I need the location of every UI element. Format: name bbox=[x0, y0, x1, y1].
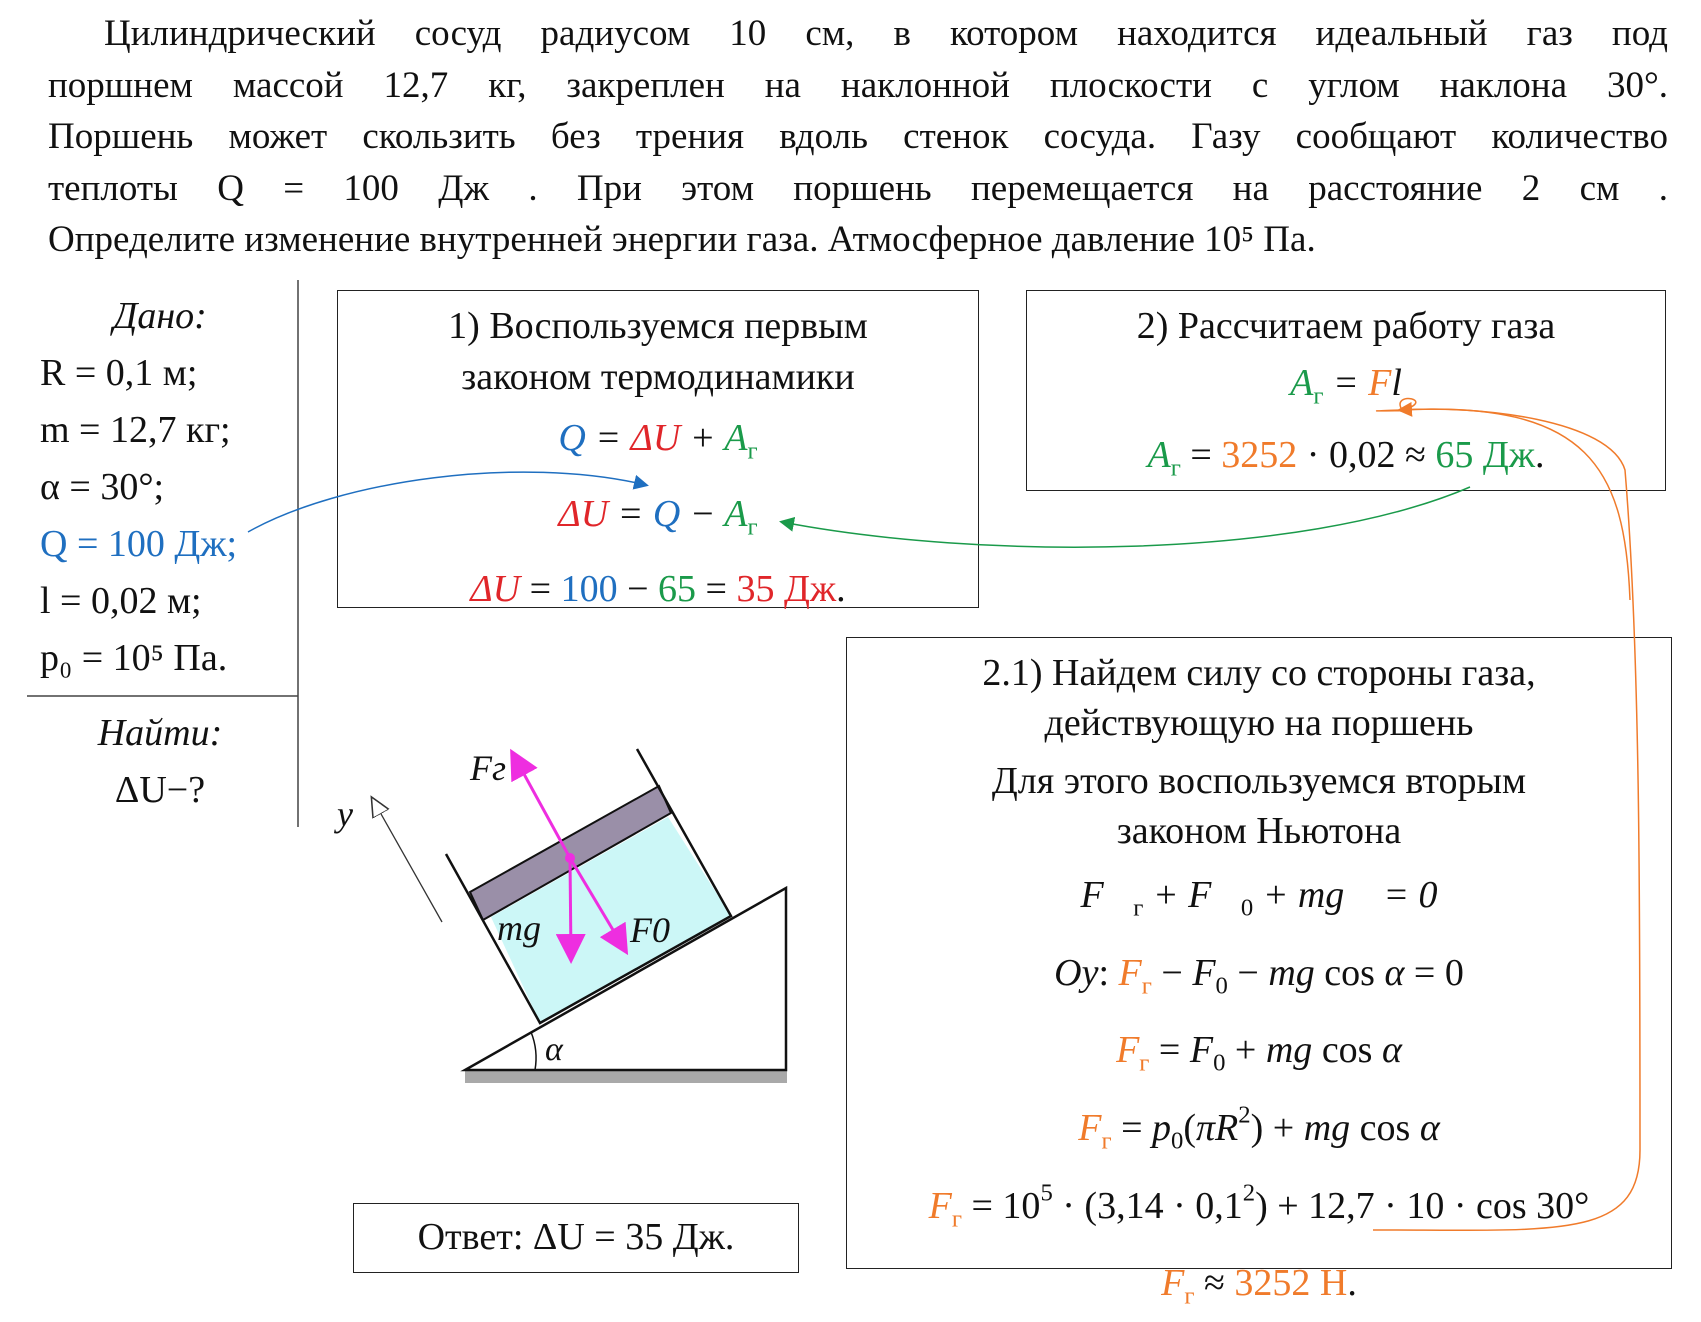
label-force-atm: F0 bbox=[630, 910, 670, 950]
given-angle: α = 30°; bbox=[40, 466, 165, 508]
label-alpha: α bbox=[545, 1031, 563, 1068]
step21-eq6: $F_г \approx 3252$ Н. bbox=[1161, 1262, 1357, 1310]
find-heading: Найти: bbox=[97, 712, 223, 754]
given-radius: R = 0,1 м; bbox=[40, 352, 198, 394]
problem-line-2: поршнем массой 12,7 кг, закреплен на наклонной плоскости с углом наклона 30°. bbox=[48, 64, 1668, 106]
label-force-gas: Fг bbox=[470, 748, 507, 788]
find-target: ΔU−? bbox=[114, 769, 206, 811]
step1-eq2: $\Delta U = Q - A_г$ bbox=[558, 492, 758, 541]
connector-A bbox=[782, 487, 1470, 547]
force-gas-vector bbox=[513, 754, 570, 858]
step21-eq3: $F_г = F_0$ + mg cos α bbox=[1116, 1029, 1402, 1077]
step21-eq1: $F⃗_г$ + $F⃗_0$ + mg⃗ = 0 bbox=[1080, 874, 1438, 922]
step2-eq1: $A_г = Fl$ bbox=[1290, 362, 1402, 410]
step1-title-2: законом термодинамики bbox=[461, 356, 855, 398]
given-distance: l = 0,02 м; bbox=[40, 580, 202, 622]
step1-eq1: $Q = \Delta U + A_г$ bbox=[558, 417, 758, 465]
given-heading: Дано: bbox=[113, 295, 207, 337]
given-mass: m = 12,7 кг; bbox=[40, 409, 231, 451]
given-pressure: p₀ = 10⁵ Па. bbox=[40, 637, 228, 679]
connector-F-path bbox=[1373, 399, 1640, 1231]
connector-Q bbox=[248, 472, 646, 532]
answer-text: Ответ: ΔU = 35 Дж. bbox=[417, 1216, 735, 1258]
step1-title-1: 1) Воспользуемся первым bbox=[448, 305, 868, 347]
problem-line-1: Цилиндрический сосуд радиусом 10 см, в котором находится идеальный газ под bbox=[104, 13, 1668, 54]
step21-eq5: $F_г = 10^5 \cdot (3,14 \cdot 0,1^2) + 12,7 \cdot 10 \cdot \cos 30^\circ$ bbox=[928, 1179, 1590, 1233]
label-y-axis: y bbox=[337, 794, 353, 834]
step2-eq2: $A_г = 3252 \cdot 0,02 \approx 65$ Дж. bbox=[1147, 433, 1545, 482]
problem-line-5: Определите изменение внутренней энергии газа. Атмосферное давление 10⁵ Па. bbox=[48, 219, 1316, 260]
step21-title-2: действующую на поршень bbox=[1044, 702, 1474, 744]
problem-line-3: Поршень может скользить без трения вдоль стенок сосуда. Газу сообщают количество bbox=[48, 116, 1668, 157]
connector-F bbox=[1400, 409, 1630, 600]
piston-center-dot bbox=[565, 853, 575, 863]
step21-eq2: Oy: $F_г - F_0$ − mg cos α = 0 bbox=[1054, 951, 1464, 1000]
step21-sub-2: законом Ньютона bbox=[1116, 810, 1402, 852]
step2-title: 2) Рассчитаем работу газа bbox=[1136, 305, 1556, 347]
step21-title-1: 2.1) Найдем силу со стороны газа, bbox=[982, 652, 1536, 694]
label-gravity: mg bbox=[497, 908, 541, 948]
step21-sub-1: Для этого воспользуемся вторым bbox=[991, 760, 1527, 802]
y-axis-arrow bbox=[372, 798, 442, 922]
problem-line-4: теплоты Q = 100 Дж . При этом поршень перемещается на расстояние 2 см . bbox=[48, 167, 1668, 209]
step21-eq4: $F_г = p_0(\pi R^2)$ + mg cos α bbox=[1078, 1101, 1440, 1155]
gravity-vector bbox=[570, 858, 571, 958]
given-heat: Q = 100 Дж; bbox=[40, 523, 238, 565]
step1-eq3: ΔU = 100 − 65 = 35 Дж. bbox=[470, 568, 846, 611]
